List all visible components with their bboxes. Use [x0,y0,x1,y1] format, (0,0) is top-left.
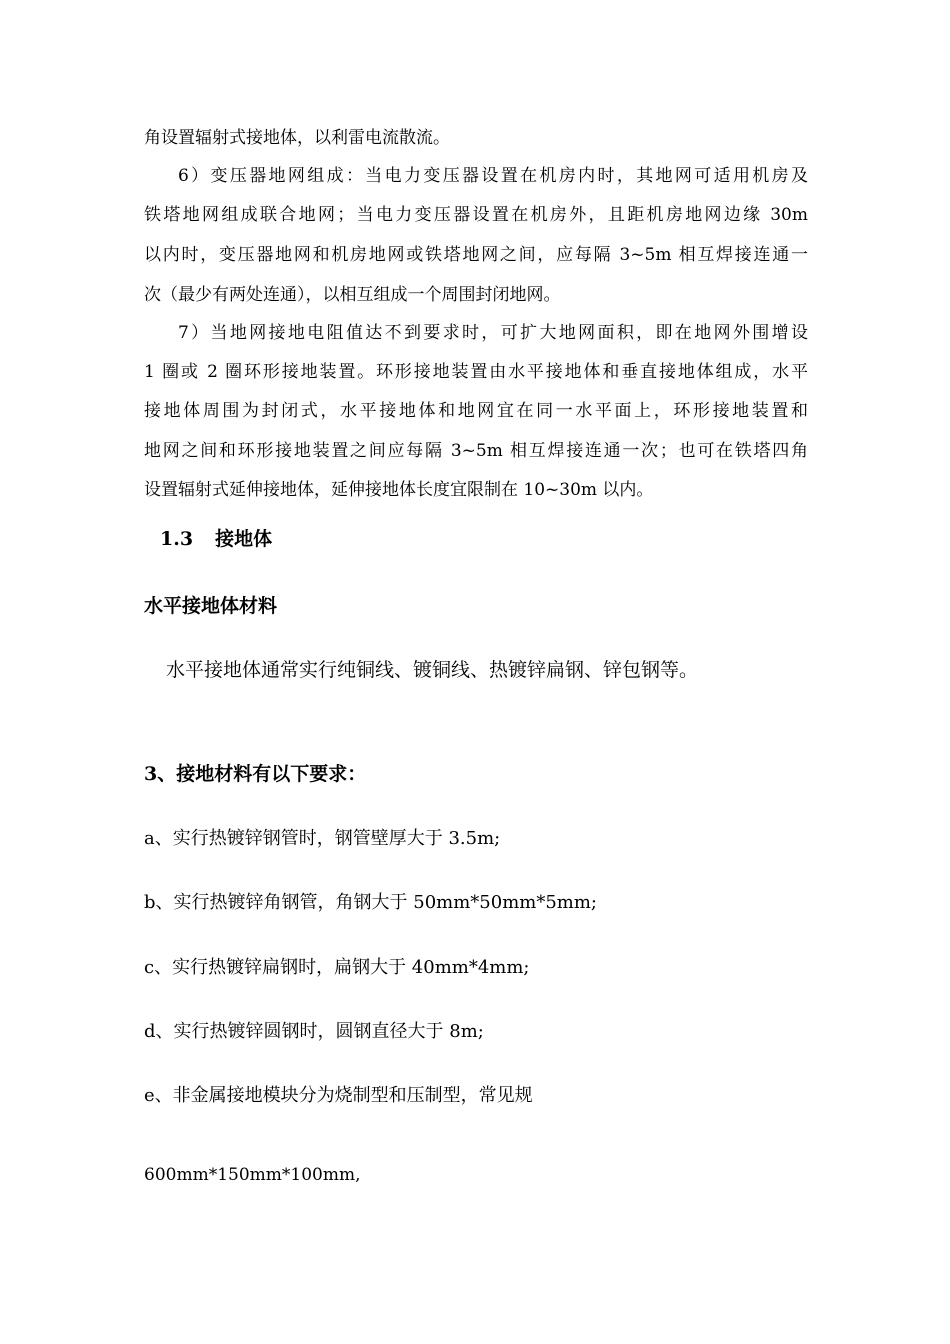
requirement-a: a、实行热镀锌钢管时，钢管壁厚大于 3.5m; [144,828,501,849]
section-3-heading: 3、接地材料有以下要求： [144,763,367,785]
trailing-dimensions: 600mm*150mm*100mm, [144,1165,361,1185]
item7-line-3: 接地体周围为封闭式，水平接地体和地网宜在同一水平面上，环形接地装置和 [144,401,808,421]
item6-line-3: 以内时，变压器地网和机房地网或铁塔地网之间，应每隔 3~5m 相互焊接连通一 [144,245,808,265]
paragraph-top-line: 角设置辐射式接地体，以利雷电流散流。 [144,128,450,148]
requirement-b: b、实行热镀锌角钢管，角钢大于 50mm*50mm*5mm; [144,892,597,913]
requirement-d: d、实行热镀锌圆钢时，圆钢直径大于 8m; [144,1021,484,1042]
item7-line-4: 地网之间和环形接地装置之间应每隔 3~5m 相互焊接连通一次；也可在铁塔四角 [144,441,808,461]
requirement-e: e、非金属接地模块分为烧制型和压制型，常见规 [144,1085,533,1106]
section-number: 1.3 [160,528,194,550]
section-1-3-heading [160,526,272,552]
subheading-horizontal: 水平接地体材料 [144,595,278,617]
item6-line-2: 铁塔地网组成联合地网；当电力变压器设置在机房外，且距机房地网边缘 30m [144,205,808,225]
item6-line-4: 次（最少有两处连通），以相互组成一个周围封闭地网。 [144,285,561,305]
item7-line-5: 设置辐射式延伸接地体，延伸接地体长度宜限制在 10~30m 以内。 [144,480,654,500]
item7-line-2: 1 圈或 2 圈环形接地装置。环形接地装置由水平接地体和垂直接地体组成，水平 [144,362,808,382]
item7-line-1: 7）当地网接地电阻值达不到要求时，可扩大地网面积，即在地网外围增设 [178,323,808,343]
horizontal-text: 水平接地体通常实行纯铜线、镀铜线、热镀锌扁钢、锌包钢等。 [166,659,699,681]
item6-line-1: 6）变压器地网组成：当电力变压器设置在机房内时，其地网可适用机房及 [178,166,808,186]
requirement-c: c、实行热镀锌扁钢时，扁钢大于 40mm*4mm; [144,957,530,978]
section-title: 接地体 [215,528,273,550]
